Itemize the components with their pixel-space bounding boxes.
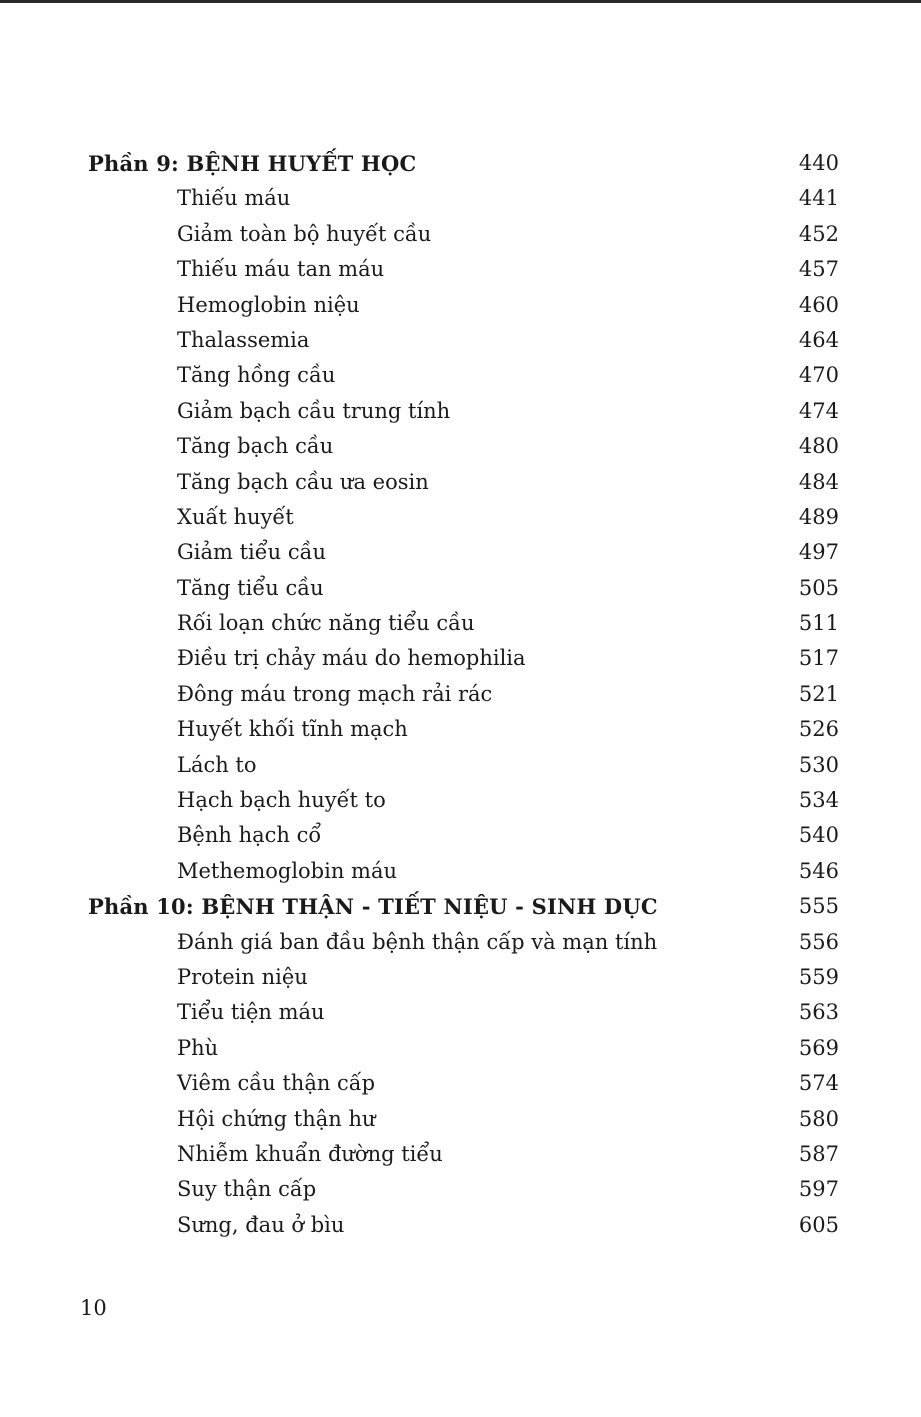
toc-entry bbox=[0, 1102, 921, 1137]
toc-page: 580 bbox=[798, 1106, 839, 1131]
toc-title: Thiếu máu bbox=[177, 186, 291, 211]
toc-entry bbox=[0, 1208, 921, 1243]
toc-entry bbox=[0, 465, 921, 500]
toc-page: 559 bbox=[798, 964, 839, 989]
toc-entry bbox=[0, 571, 921, 606]
toc-entry bbox=[0, 181, 921, 216]
toc-entry bbox=[0, 606, 921, 641]
toc-entry bbox=[0, 712, 921, 747]
toc-title: Hemoglobin niệu bbox=[177, 292, 360, 317]
toc-entry bbox=[0, 677, 921, 712]
toc-entry bbox=[0, 217, 921, 252]
toc-page: 563 bbox=[798, 1000, 839, 1025]
toc-title: Phần 10: BỆNH THẬN - TIẾT NIỆU - SINH DỤC bbox=[88, 894, 658, 920]
toc-page: 511 bbox=[798, 611, 839, 636]
toc-title: Thiếu máu tan máu bbox=[177, 257, 385, 282]
toc-page: 555 bbox=[798, 894, 839, 919]
toc-entry bbox=[0, 288, 921, 323]
toc-page: 605 bbox=[798, 1212, 839, 1237]
toc-entry bbox=[0, 783, 921, 818]
toc-title: Giảm tiểu cầu bbox=[177, 540, 327, 565]
toc-title: Thalassemia bbox=[177, 327, 310, 352]
toc-entry bbox=[0, 429, 921, 464]
toc-title: Giảm toàn bộ huyết cầu bbox=[177, 221, 432, 246]
toc-title: Lách to bbox=[177, 752, 257, 777]
toc-title: Suy thận cấp bbox=[177, 1177, 317, 1202]
toc-title: Sưng, đau ở bìu bbox=[177, 1212, 345, 1237]
toc-entry bbox=[0, 995, 921, 1030]
toc-title: Huyết khối tĩnh mạch bbox=[177, 717, 408, 742]
toc-entry bbox=[0, 960, 921, 995]
toc-page: 484 bbox=[798, 469, 839, 494]
toc-title: Tiểu tiện máu bbox=[177, 1000, 325, 1025]
toc-entry bbox=[0, 1031, 921, 1066]
toc-entry bbox=[0, 1137, 921, 1172]
toc-entry bbox=[0, 358, 921, 393]
toc-title: Giảm bạch cầu trung tính bbox=[177, 398, 451, 423]
toc-title: Methemoglobin máu bbox=[177, 858, 397, 883]
toc-entry bbox=[0, 925, 921, 960]
toc-title: Viêm cầu thận cấp bbox=[177, 1071, 376, 1096]
toc-section-heading bbox=[0, 146, 921, 181]
toc-entry bbox=[0, 641, 921, 676]
toc-title: Phù bbox=[177, 1035, 219, 1060]
toc-entry bbox=[0, 1172, 921, 1207]
top-rule bbox=[0, 0, 921, 3]
toc-title: Tăng hồng cầu bbox=[177, 363, 336, 388]
toc-title: Xuất huyết bbox=[177, 504, 294, 529]
toc-title: Phần 9: BỆNH HUYẾT HỌC bbox=[88, 151, 417, 176]
toc-entry bbox=[0, 394, 921, 429]
toc-title: Hội chứng thận hư bbox=[177, 1106, 376, 1131]
toc-title: Điều trị chảy máu do hemophilia bbox=[177, 646, 526, 671]
toc-page: 464 bbox=[798, 327, 839, 352]
toc-entry bbox=[0, 535, 921, 570]
toc-page: 441 bbox=[798, 186, 839, 211]
toc-page: 440 bbox=[798, 151, 839, 175]
toc-title: Hạch bạch huyết to bbox=[177, 788, 386, 813]
toc-title: Rối loạn chức năng tiểu cầu bbox=[177, 611, 475, 636]
toc-page: 521 bbox=[798, 681, 839, 706]
toc-section-heading bbox=[0, 889, 921, 924]
toc-page: 556 bbox=[798, 929, 839, 954]
toc-title: Nhiễm khuẩn đường tiểu bbox=[177, 1141, 443, 1166]
toc-page: 452 bbox=[798, 221, 839, 246]
toc-entry bbox=[0, 500, 921, 535]
toc-page: 497 bbox=[798, 540, 839, 565]
toc-page: 587 bbox=[798, 1141, 839, 1166]
toc-entry bbox=[0, 1066, 921, 1101]
toc-entry bbox=[0, 854, 921, 889]
toc-entry bbox=[0, 818, 921, 853]
toc-title: Đông máu trong mạch rải rác bbox=[177, 681, 493, 706]
toc-page: 480 bbox=[798, 434, 839, 459]
toc-title: Tăng bạch cầu bbox=[177, 434, 334, 459]
toc-page: 526 bbox=[798, 717, 839, 742]
toc-entry bbox=[0, 748, 921, 783]
toc-page: 489 bbox=[798, 504, 839, 529]
toc-title: Tăng tiểu cầu bbox=[177, 575, 324, 600]
toc-page: 569 bbox=[798, 1035, 839, 1060]
toc-page: 534 bbox=[798, 788, 839, 813]
toc-title: Protein niệu bbox=[177, 964, 308, 989]
toc-page: 460 bbox=[798, 292, 839, 317]
table-of-contents bbox=[0, 146, 921, 1243]
toc-page: 457 bbox=[798, 257, 839, 282]
toc-page: 540 bbox=[798, 823, 839, 848]
toc-title: Đánh giá ban đầu bệnh thận cấp và mạn tính bbox=[177, 929, 658, 954]
toc-page: 530 bbox=[798, 752, 839, 777]
toc-title: Tăng bạch cầu ưa eosin bbox=[177, 469, 429, 494]
toc-page: 574 bbox=[798, 1071, 839, 1096]
toc-title: Bệnh hạch cổ bbox=[177, 823, 322, 848]
toc-page: 517 bbox=[798, 646, 839, 671]
toc-page: 505 bbox=[798, 575, 839, 600]
toc-page: 597 bbox=[798, 1177, 839, 1202]
toc-entry bbox=[0, 323, 921, 358]
toc-page: 470 bbox=[798, 363, 839, 388]
page-number: 10 bbox=[80, 1296, 107, 1320]
toc-page: 474 bbox=[798, 398, 839, 423]
toc-page: 546 bbox=[798, 858, 839, 883]
toc-entry bbox=[0, 252, 921, 287]
